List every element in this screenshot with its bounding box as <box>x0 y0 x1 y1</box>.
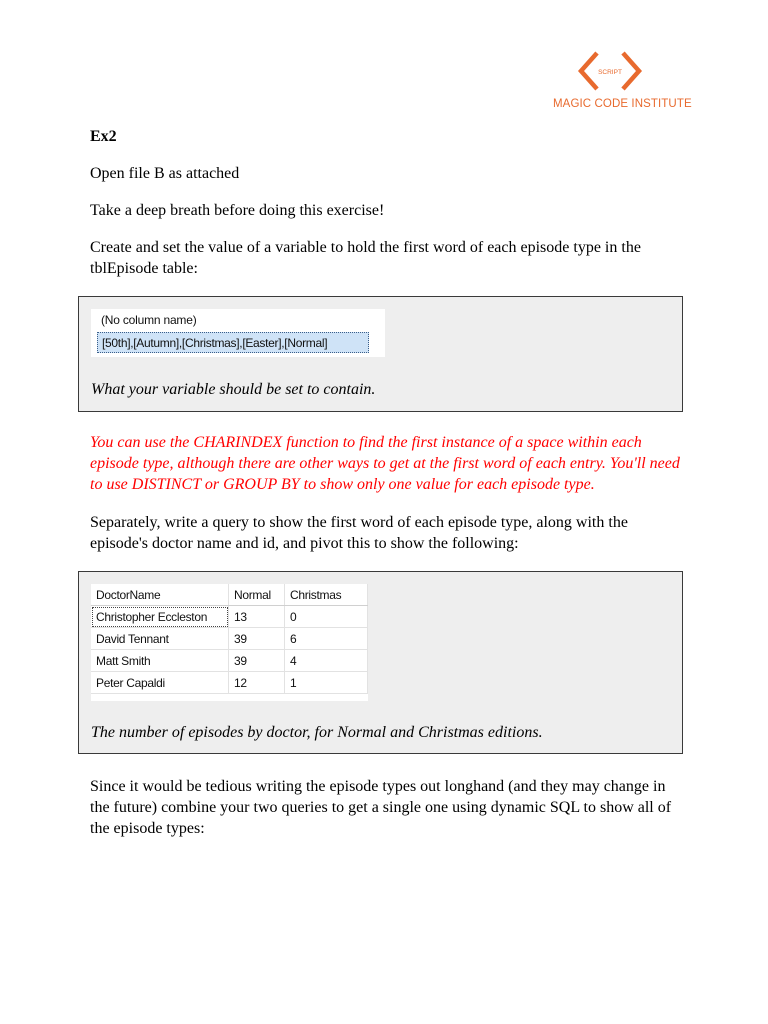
table-cell: Peter Capaldi <box>91 672 229 694</box>
table-cell: 13 <box>229 606 285 628</box>
table-cell: Matt Smith <box>91 650 229 672</box>
column-header-doctorname: DoctorName <box>91 584 229 606</box>
table-cell: 6 <box>285 628 368 650</box>
dynamic-sql-text: Since it would be tedious writing the episode types out longhand (and they may change in the future) combine your two queries to get a single one using dynamic SQL to show all of the episode types: <box>90 778 672 837</box>
column-header-christmas: Christmas <box>285 584 368 606</box>
column-header-normal: Normal <box>229 584 285 606</box>
table-row <box>91 606 368 628</box>
table-cell: 4 <box>285 650 368 672</box>
table-cell: 1 <box>285 672 368 694</box>
pivot-box-caption: The number of episodes by doctor, for Normal and Christmas editions. <box>91 724 543 741</box>
variable-box-caption: What your variable should be set to contain. <box>91 381 376 398</box>
pivot-result-box <box>78 571 683 754</box>
table-cell: 0 <box>285 606 368 628</box>
variable-result-box <box>78 296 683 412</box>
table-cell: 12 <box>229 672 285 694</box>
breath-text: Take a deep breath before doing this exercise! <box>90 202 385 219</box>
table-cell: 39 <box>229 650 285 672</box>
table-header-row <box>91 584 368 606</box>
table-row <box>91 628 368 650</box>
table-row <box>91 650 368 672</box>
logo <box>553 50 692 114</box>
variable-result-grid <box>91 309 385 357</box>
code-brackets-icon <box>575 50 645 94</box>
table-cell: 39 <box>229 628 285 650</box>
table-cell: Christopher Eccleston <box>91 606 229 628</box>
grid-column-header: (No column name) <box>101 313 197 327</box>
grid-selected-cell: [50th],[Autumn],[Christmas],[Easter],[Normal] <box>97 332 369 353</box>
separately-text: Separately, write a query to show the first word of each episode type, along with the episode's doctor name and id, and pivot this to show the following: <box>90 514 628 552</box>
table-cell: David Tennant <box>91 628 229 650</box>
create-variable-text: Create and set the value of a variable to hold the first word of each episode type in the tblEpisode table: <box>90 239 641 277</box>
pivot-result-grid <box>91 584 368 701</box>
hint-text: You can use the CHARINDEX function to find the first instance of a space within each episode type, although there are other ways to get at the first word of each entry. You'll need to use DISTINCT or GROUP BY to show only one value for each episode type. <box>90 434 680 493</box>
open-file-text: Open file B as attached <box>90 165 240 182</box>
table-row <box>91 672 368 694</box>
exercise-heading: Ex2 <box>90 128 117 145</box>
logo-small-text: SCRIPT <box>598 69 622 76</box>
logo-name: MAGIC CODE INSTITUTE <box>553 98 692 110</box>
pivot-table <box>91 584 368 694</box>
